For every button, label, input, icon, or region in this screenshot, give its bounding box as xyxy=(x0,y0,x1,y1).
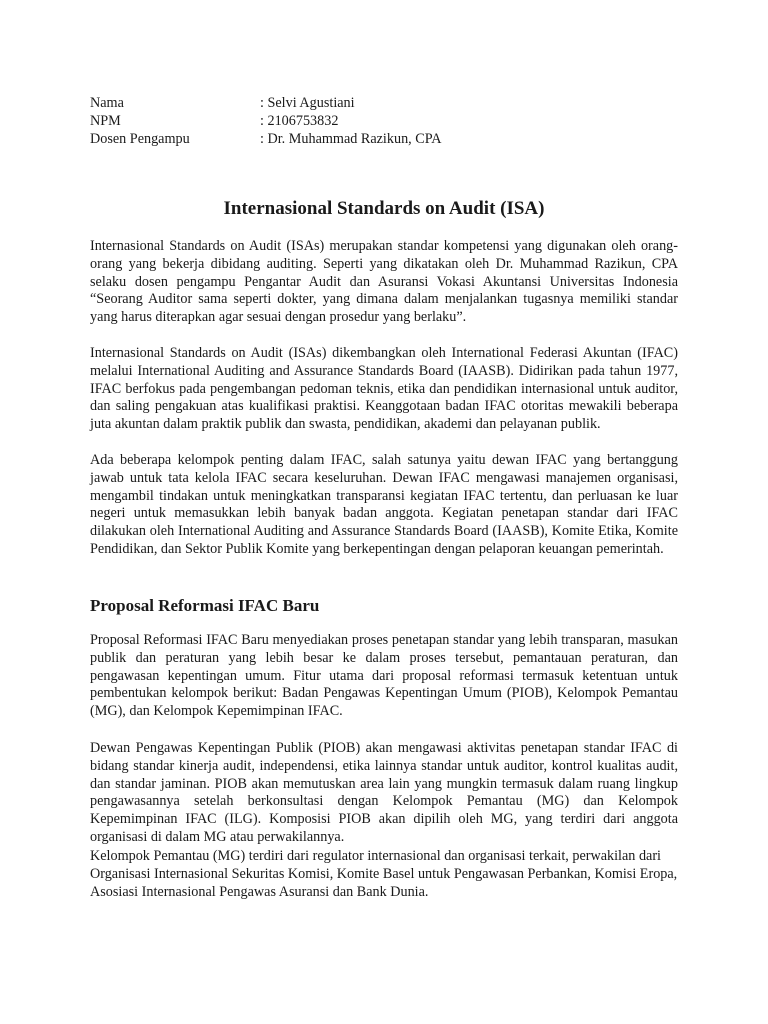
info-value: : 2106753832 xyxy=(260,113,339,129)
info-label: Nama xyxy=(90,95,124,111)
paragraph: Dewan Pengawas Kepentingan Publik (PIOB) akan mengawasi aktivitas penetapan standar IFAC di bidang standar kinerja audit, independensi, etika lainnya standar untuk auditor, kontrol kualitas audit, dan standar jaminan. PIOB akan memutuskan area lain yang mungkin termasuk dalam ruang lingkup pengawasannya setelah berkonsultasi dengan Kelompok Pemantau (MG) dan Kelompok Kepemimpinan IFAC (ILG). Komposisi PIOB akan dipilih oleh MG, yang terdiri dari anggota organisasi di dalam MG atau perwakilannya. xyxy=(90,740,678,845)
paragraph: Kelompok Pemantau (MG) terdiri dari regulator internasional dan organisasi terkait, perwakilan dari Organisasi Internasional Sekuritas Komisi, Komite Basel untuk Pengawasan Perbankan, Komisi Eropa, Asosiasi Internasional Pengawas Asuransi dan Bank Dunia. xyxy=(90,848,678,900)
paragraph: Internasional Standards on Audit (ISAs) dikembangkan oleh International Federasi Akuntan (IFAC) melalui International Auditing and Assurance Standards Board (IAASB). Didirikan pada tahun 1977, IFAC berfokus pada pengembangan pedoman teknis, etika dan pendidikan internasional untuk auditor, dan saling pengakuan atas kualifikasi praktisi. Keanggotaan badan IFAC otoritas mewakili beberapa juta akuntan dalam praktik publik dan swasta, pendidikan, akademi dan pelayanan publik. xyxy=(90,345,678,433)
info-label: NPM xyxy=(90,113,121,129)
paragraph: Ada beberapa kelompok penting dalam IFAC, salah satunya yaitu dewan IFAC yang bertanggung jawab untuk tata kelola IFAC secara keseluruhan. Dewan IFAC mengawasi manajemen organisasi, mengambil tindakan untuk meningkatkan transparansi kegiatan IFAC tertentu, dan perluasan ke luar negeri untuk memasukkan lebih banyak badan anggota. Kegiatan penetapan standar dari IFAC dilakukan oleh International Auditing and Assurance Standards Board (IAASB), Komite Etika, Komite Pendidikan, dan Sektor Publik Komite yang berkepentingan dengan pelaporan keuangan pemerintah. xyxy=(90,452,678,557)
info-value: : Dr. Muhammad Razikun, CPA xyxy=(260,131,442,147)
info-label: Dosen Pengampu xyxy=(90,131,190,147)
paragraph: Proposal Reformasi IFAC Baru menyediakan proses penetapan standar yang lebih transparan, masukan publik dan peraturan yang lebih besar ke dalam proses tersebut, pemantauan peraturan, dan pengawasan kepentingan umum. Fitur utama dari proposal reformasi termasuk ketentuan untuk pembentukan kelompok berikut: Badan Pengawas Kepentingan Umum (PIOB), Kelompok Pemantau (MG), dan Kelompok Kepemimpinan IFAC. xyxy=(90,632,678,720)
student-info xyxy=(90,94,442,148)
info-row-npm xyxy=(90,112,442,130)
section-heading: Proposal Reformasi IFAC Baru xyxy=(90,596,320,615)
info-row-lecturer xyxy=(90,130,442,148)
paragraph: Internasional Standards on Audit (ISAs) merupakan standar kompetensi yang digunakan oleh orang-orang yang bekerja dibidang auditing. Seperti yang dikatakan oleh Dr. Muhammad Razikun, CPA selaku dosen pengampu Pengantar Audit dan Asuransi Vokasi Akuntansi Universitas Indonesia “Seorang Auditor sama seperti dokter, yang dimana dalam menjalankan tugasnya memiliki standar yang harus diterapkan agar sesuai dengan prosedur yang berlaku”. xyxy=(90,238,678,326)
info-value: : Selvi Agustiani xyxy=(260,95,355,111)
info-row-name xyxy=(90,94,442,112)
document-title: Internasional Standards on Audit (ISA) xyxy=(223,198,545,219)
